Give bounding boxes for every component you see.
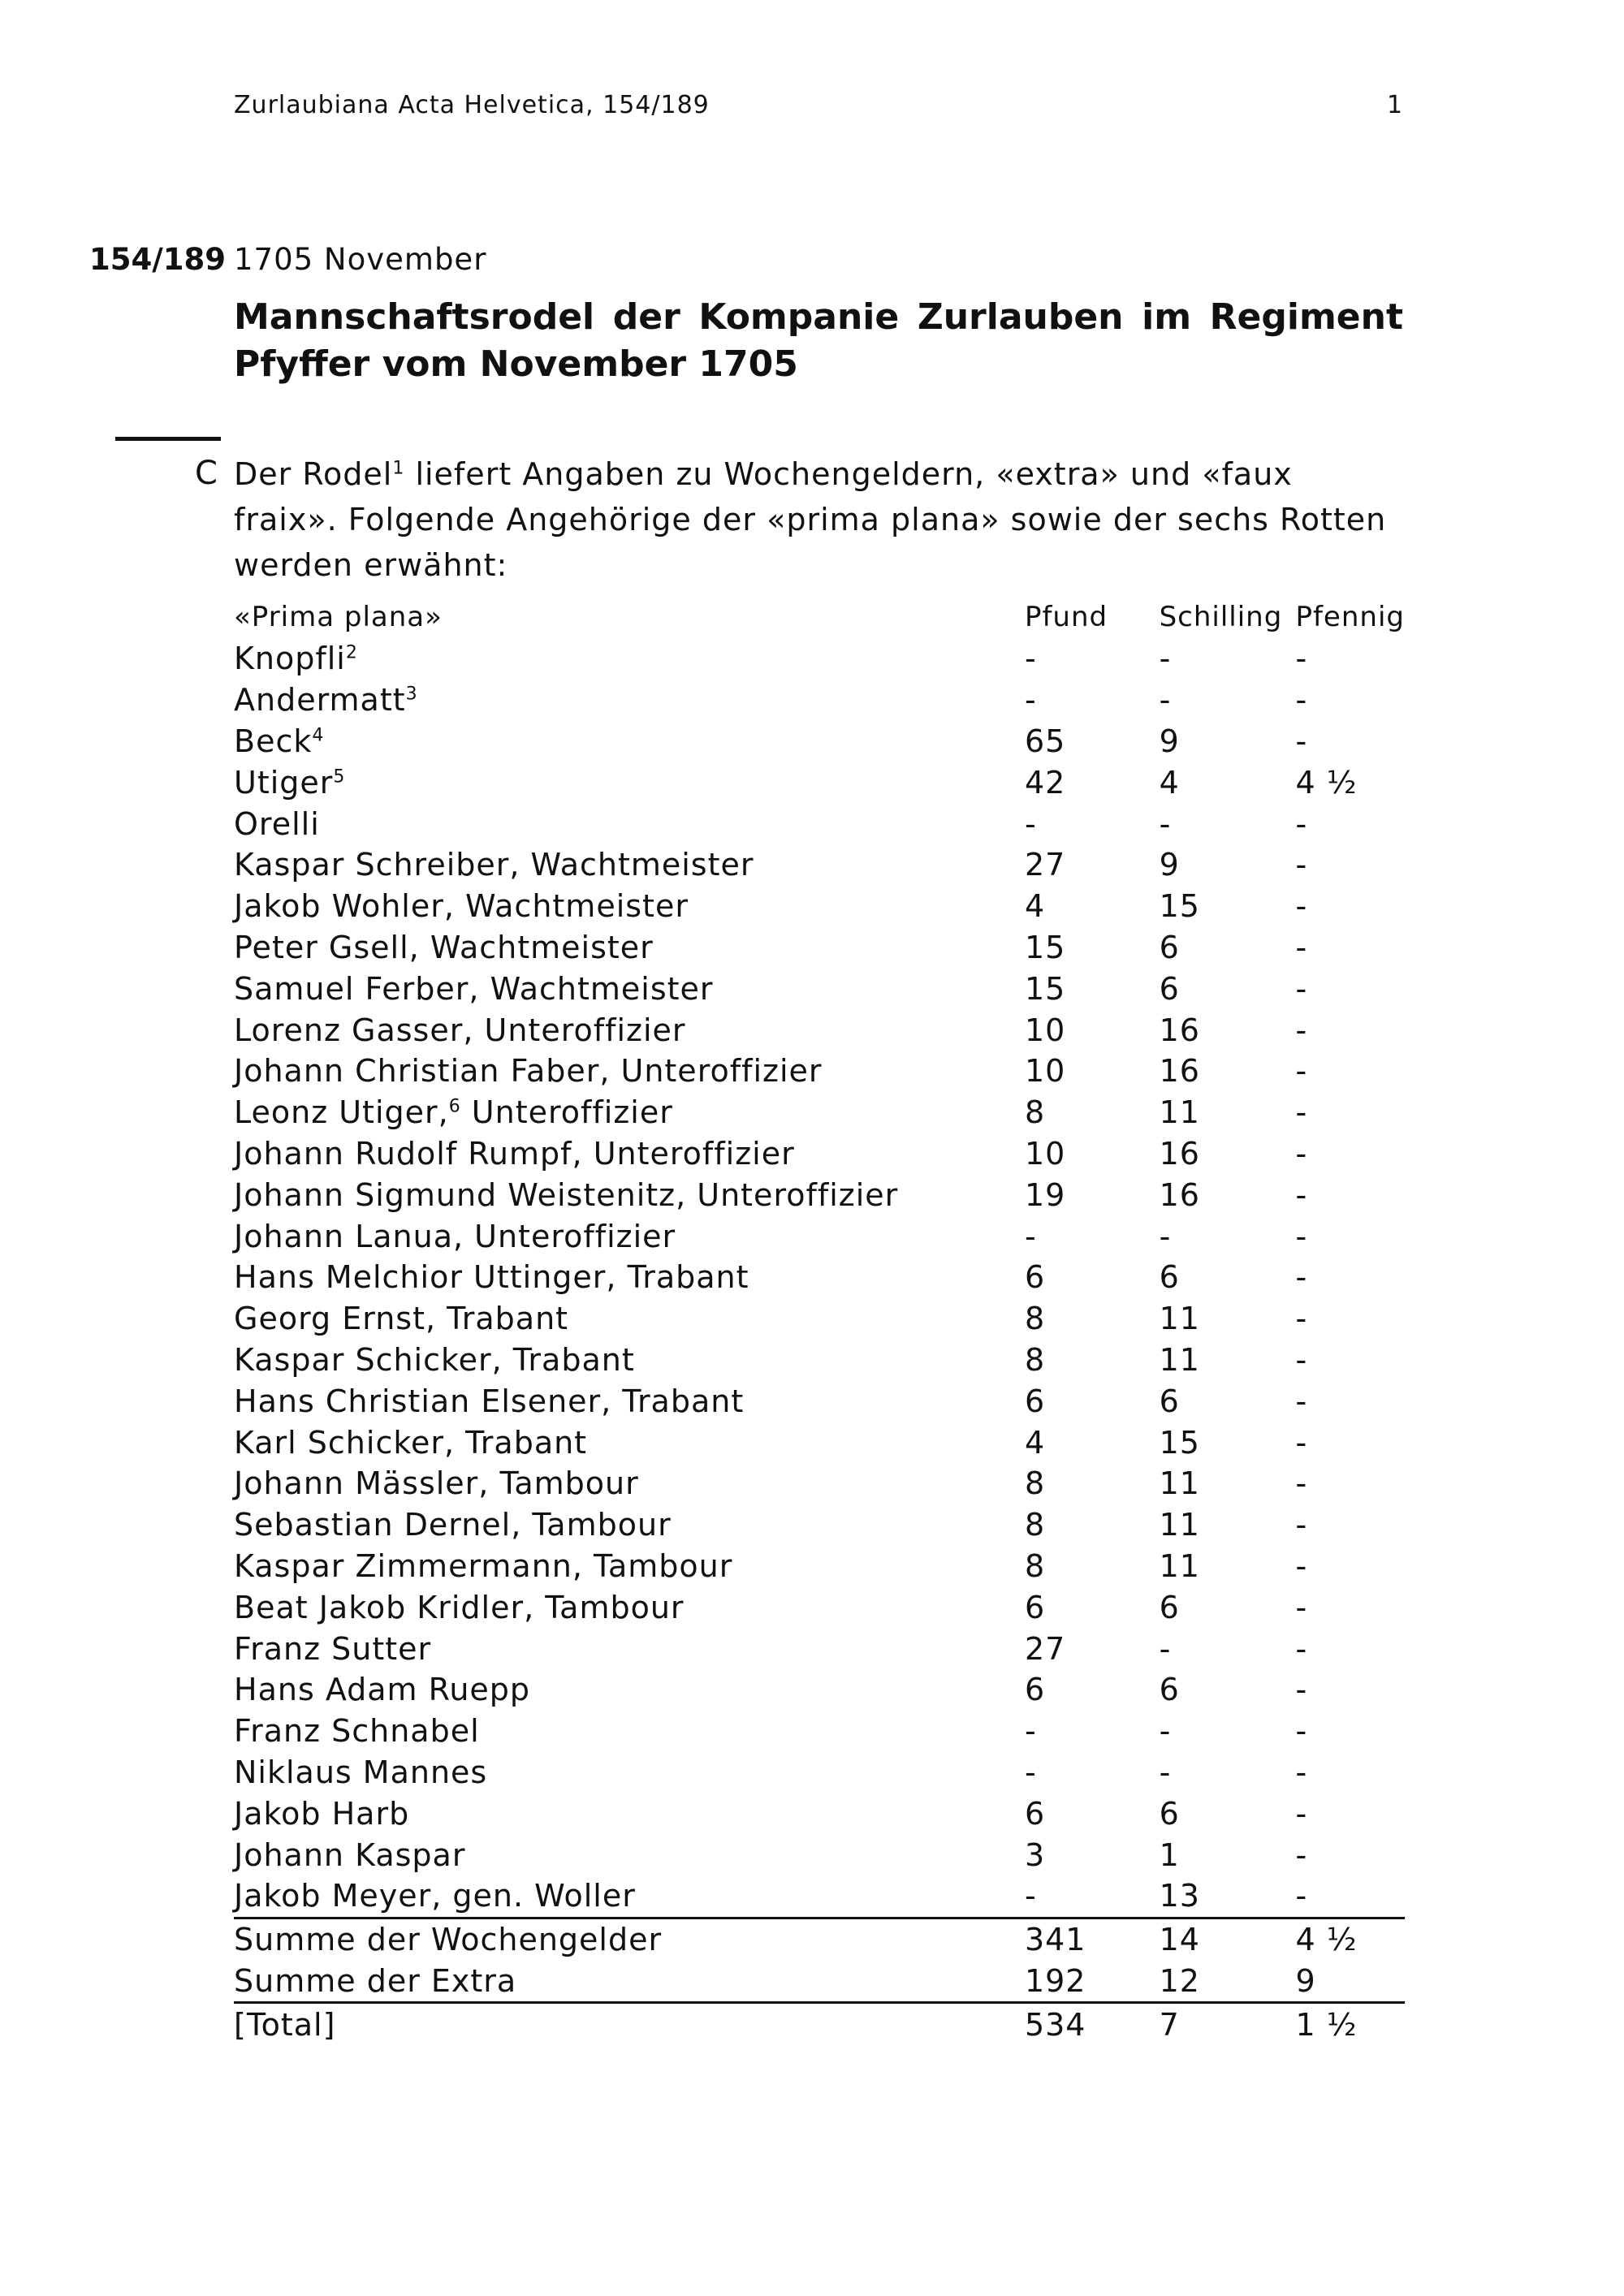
name-cell (234, 680, 1025, 721)
table-row (234, 1298, 1405, 1340)
table-row (234, 762, 1405, 803)
pfund-cell: 341 (1025, 1918, 1160, 1960)
person-name: Summe der Wochengelder (234, 1922, 663, 1958)
pfennig-cell: - (1295, 1754, 1308, 1790)
pfennig-cell: - (1295, 1713, 1308, 1750)
name-cell (234, 1463, 1025, 1504)
person-name: Samuel Ferber, Wachtmeister (234, 970, 714, 1007)
footnote-ref: 2 (345, 642, 358, 663)
sum-row (234, 1961, 1405, 2003)
schilling-cell: 11 (1159, 1465, 1200, 1502)
schilling-cell: 6 (1159, 1672, 1180, 1708)
table-row (234, 1586, 1405, 1628)
pfund-cell: 27 (1024, 847, 1066, 883)
name-cell (234, 1961, 1025, 2003)
name-cell (234, 1711, 1025, 1752)
pfennig-cell: - (1295, 1547, 1308, 1584)
pfund-cell: 3 (1024, 1836, 1046, 1873)
name-cell (234, 1875, 1025, 1918)
table-header-row (234, 596, 1405, 638)
schilling-cell: 13 (1159, 1878, 1200, 1914)
table-row (234, 1215, 1405, 1257)
name-cell (234, 1051, 1025, 1092)
person-name: Kaspar Schicker, Trabant (234, 1341, 635, 1378)
name-cell (234, 1834, 1025, 1875)
table-row (234, 1875, 1405, 1918)
schilling-cell: - (1159, 682, 1172, 719)
pfennig-cell: - (1295, 970, 1308, 1007)
pfennig-cell: - (1295, 1672, 1308, 1708)
schilling-cell: 15 (1159, 888, 1200, 925)
person-name: Johann Christian Faber, Unteroffizier (234, 1053, 823, 1090)
name-cell (234, 803, 1025, 844)
person-name: Georg Ernst, Trabant (234, 1301, 569, 1337)
intro-paragraph (234, 451, 1387, 588)
schilling-cell: 16 (1159, 1012, 1200, 1048)
schilling-cell: - (1159, 1630, 1172, 1667)
pfund-cell: 6 (1024, 1589, 1046, 1625)
pfennig-cell: 4 ½ (1295, 1918, 1405, 1960)
schilling-cell: 9 (1159, 723, 1180, 759)
person-name: Hans Adam Ruepp (234, 1672, 531, 1708)
pfund-cell: - (1024, 1754, 1037, 1790)
pfund-cell: 6 (1024, 1795, 1046, 1832)
name-cell (234, 1298, 1025, 1340)
table-row (234, 886, 1405, 927)
pfennig-cell: - (1295, 1424, 1308, 1461)
table-row (234, 1504, 1405, 1546)
table-row (234, 1793, 1405, 1834)
pfund-cell: 8 (1024, 1507, 1046, 1543)
pfennig-cell: - (1295, 1589, 1308, 1625)
schilling-cell: 16 (1159, 1176, 1200, 1213)
document-title: Mannschaftsrodel der Kompanie Zurlauben im Regiment Pfyffer vom November 1705 (234, 296, 1403, 385)
name-cell (234, 1380, 1025, 1422)
pfennig-cell: - (1295, 1836, 1308, 1873)
pfund-cell: 8 (1024, 1465, 1046, 1502)
footnote-ref: 4 (312, 725, 325, 746)
schilling-cell: 16 (1159, 1053, 1200, 1090)
pfund-cell: 6 (1024, 1383, 1046, 1419)
pfund-cell: 19 (1024, 1176, 1066, 1213)
schilling-cell: 7 (1160, 2003, 1296, 2045)
name-cell (234, 2003, 1025, 2045)
person-name: Johann Rudolf Rumpf, Unteroffizier (234, 1135, 795, 1172)
person-name: Summe der Extra (234, 1962, 517, 1999)
schilling-cell: 16 (1159, 1135, 1200, 1172)
roster-table (234, 596, 1405, 2045)
table-row (234, 1752, 1405, 1793)
person-name: Johann Sigmund Weistenitz, Unteroffizier (234, 1176, 899, 1213)
pfennig-cell: - (1295, 1465, 1308, 1502)
person-name: Utiger (234, 764, 334, 801)
table-row (234, 680, 1405, 721)
person-name: Hans Melchior Uttinger, Trabant (234, 1259, 749, 1296)
pfennig-cell: - (1295, 641, 1308, 677)
person-name: Kaspar Zimmermann, Tambour (234, 1547, 733, 1584)
name-cell (234, 638, 1025, 680)
table-row (234, 1340, 1405, 1381)
person-name: Leonz Utiger, (234, 1094, 449, 1131)
person-name: Beat Jakob Kridler, Tambour (234, 1589, 685, 1625)
schilling-cell: 6 (1159, 1795, 1180, 1832)
pfennig-cell: - (1295, 1218, 1308, 1254)
pfennig-cell: - (1295, 1301, 1308, 1337)
section-rule (115, 437, 221, 441)
schilling-cell: 6 (1159, 1259, 1180, 1296)
table-row (234, 844, 1405, 886)
pfennig-cell: - (1295, 1507, 1308, 1543)
pfennig-cell: - (1295, 1259, 1308, 1296)
sum-row (234, 1918, 1405, 1960)
pfund-cell: 65 (1024, 723, 1066, 759)
table-row (234, 1546, 1405, 1587)
pfennig-cell: 4 ½ (1295, 764, 1358, 801)
schilling-cell: 14 (1160, 1918, 1296, 1960)
pfennig-cell: - (1295, 1135, 1308, 1172)
pfund-cell: 27 (1024, 1630, 1066, 1667)
person-role: Unteroffizier (460, 1094, 673, 1131)
table-row (234, 1174, 1405, 1215)
footnote-ref: 3 (405, 684, 418, 705)
name-cell (234, 1422, 1025, 1463)
pfennig-cell: 9 (1295, 1962, 1316, 1999)
table-row (234, 721, 1405, 762)
name-cell (234, 721, 1025, 762)
person-name: Kaspar Schreiber, Wachtmeister (234, 847, 754, 883)
schilling-cell: 11 (1159, 1301, 1200, 1337)
pfennig-cell: - (1295, 1630, 1308, 1667)
pfennig-cell: - (1295, 929, 1308, 965)
person-name: Beck (234, 723, 313, 759)
pfennig-cell: - (1295, 1176, 1308, 1213)
name-cell (234, 1009, 1025, 1051)
pfennig-cell: - (1295, 723, 1308, 759)
person-name: Johann Mässler, Tambour (234, 1465, 639, 1502)
table-row (234, 638, 1405, 680)
table-row (234, 1092, 1405, 1133)
schilling-cell: 1 (1159, 1836, 1180, 1873)
schilling-cell: 11 (1159, 1547, 1200, 1584)
person-name: Niklaus Mannes (234, 1754, 488, 1790)
pfund-cell: 6 (1024, 1672, 1046, 1708)
name-cell (234, 1546, 1025, 1587)
pfennig-cell: - (1295, 1012, 1308, 1048)
pfennig-cell: - (1295, 1795, 1308, 1832)
pfund-cell: 10 (1024, 1053, 1066, 1090)
pfund-cell: 534 (1025, 2003, 1160, 2045)
section-letter: C (195, 455, 218, 492)
pfund-cell: 10 (1024, 1135, 1066, 1172)
document-date: 1705 November (234, 242, 487, 277)
person-name: Sebastian Dernel, Tambour (234, 1507, 672, 1543)
table-row (234, 1628, 1405, 1669)
name-cell (234, 1918, 1025, 1960)
person-name: Franz Sutter (234, 1630, 432, 1667)
footnote-ref: 1 (392, 458, 405, 479)
pfennig-cell: - (1295, 847, 1308, 883)
name-cell (234, 1215, 1025, 1257)
name-cell (234, 1133, 1025, 1175)
column-header-name: «Prima plana» (234, 601, 443, 633)
name-cell (234, 844, 1025, 886)
name-cell (234, 968, 1025, 1009)
person-name: Hans Christian Elsener, Trabant (234, 1383, 745, 1419)
name-cell (234, 1504, 1025, 1546)
pfennig-cell: - (1295, 682, 1308, 719)
person-name: Lorenz Gasser, Unteroffizier (234, 1012, 686, 1048)
document-id: 154/189 (89, 242, 226, 277)
person-name: Johann Lanua, Unteroffizier (234, 1218, 676, 1254)
name-cell (234, 762, 1025, 803)
pfund-cell: - (1024, 1218, 1037, 1254)
intro-text-start: Der Rodel (234, 456, 393, 492)
table-row (234, 1257, 1405, 1298)
table-row (234, 1834, 1405, 1875)
table-row (234, 1463, 1405, 1504)
intro-text-end: liefert Angaben zu Wochengeldern, «extra» und «faux fraix». Folgende Angehörige der «prima plana» sowie der sechs Rotten werden erwähnt: (234, 456, 1387, 583)
name-cell (234, 1092, 1025, 1133)
name-cell (234, 927, 1025, 969)
schilling-cell: 6 (1159, 1383, 1180, 1419)
pfund-cell: 15 (1024, 970, 1066, 1007)
name-cell (234, 1669, 1025, 1711)
person-name: Peter Gsell, Wachtmeister (234, 929, 654, 965)
schilling-cell: - (1159, 641, 1172, 677)
pfund-cell: - (1024, 641, 1037, 677)
schilling-cell: 12 (1159, 1962, 1200, 1999)
pfund-cell: - (1024, 1713, 1037, 1750)
pfund-cell: 10 (1024, 1012, 1066, 1048)
schilling-cell: 11 (1159, 1507, 1200, 1543)
table-row (234, 927, 1405, 969)
pfund-cell: 192 (1024, 1962, 1086, 1999)
schilling-cell: - (1159, 1713, 1172, 1750)
person-name: Jakob Wohler, Wachtmeister (234, 888, 689, 925)
pfennig-cell: - (1295, 1341, 1308, 1378)
table-row (234, 1669, 1405, 1711)
pfund-cell: 4 (1024, 1424, 1046, 1461)
person-name: Karl Schicker, Trabant (234, 1424, 588, 1461)
person-name: [Total] (234, 2006, 336, 2043)
table-row (234, 1422, 1405, 1463)
person-name: Orelli (234, 805, 320, 842)
pfennig-cell: 1 ½ (1295, 2003, 1405, 2045)
pfennig-cell: - (1295, 1053, 1308, 1090)
pfennig-cell: - (1295, 1878, 1308, 1914)
schilling-cell: 11 (1159, 1094, 1200, 1131)
person-name: Andermatt (234, 682, 406, 719)
person-name: Franz Schnabel (234, 1713, 480, 1750)
pfennig-cell: - (1295, 805, 1308, 842)
schilling-cell: 11 (1159, 1341, 1200, 1378)
name-cell (234, 1752, 1025, 1793)
pfennig-cell: - (1295, 1383, 1308, 1419)
pfund-cell: - (1024, 682, 1037, 719)
pfund-cell: 4 (1024, 888, 1046, 925)
name-cell (234, 886, 1025, 927)
person-name: Knopfli (234, 641, 346, 677)
pfund-cell: 8 (1024, 1301, 1046, 1337)
pfennig-cell: - (1295, 1094, 1308, 1131)
footnote-ref: 5 (333, 766, 346, 788)
total-row (234, 2003, 1405, 2045)
schilling-cell: 4 (1159, 764, 1180, 801)
schilling-cell: 6 (1159, 929, 1180, 965)
name-cell (234, 1257, 1025, 1298)
pfund-cell: 15 (1024, 929, 1066, 965)
person-name: Jakob Meyer, gen. Woller (234, 1878, 636, 1914)
table-row (234, 1009, 1405, 1051)
pfund-cell: 6 (1024, 1259, 1046, 1296)
running-head: Zurlaubiana Acta Helvetica, 154/189 (234, 91, 710, 119)
pfund-cell: 8 (1024, 1547, 1046, 1584)
schilling-cell: 6 (1159, 970, 1180, 1007)
name-cell (234, 1174, 1025, 1215)
name-cell (234, 1628, 1025, 1669)
pfennig-cell: - (1295, 888, 1308, 925)
schilling-cell: - (1159, 805, 1172, 842)
column-header-schilling: Schilling (1159, 601, 1283, 633)
table-row (234, 1051, 1405, 1092)
person-name: Jakob Harb (234, 1795, 410, 1832)
schilling-cell: - (1159, 1218, 1172, 1254)
column-header-pfennig: Pfennig (1295, 601, 1405, 633)
table-row (234, 1380, 1405, 1422)
footnote-ref: 6 (448, 1096, 461, 1117)
name-cell (234, 1586, 1025, 1628)
page-number: 1 (1387, 91, 1403, 119)
table-row (234, 1133, 1405, 1175)
table-row (234, 803, 1405, 844)
pfund-cell: 8 (1024, 1341, 1046, 1378)
roster-body (234, 638, 1405, 2045)
name-cell (234, 1340, 1025, 1381)
column-header-pfund: Pfund (1024, 601, 1108, 633)
pfund-cell: - (1024, 805, 1037, 842)
pfund-cell: 8 (1024, 1094, 1046, 1131)
pfund-cell: - (1024, 1878, 1037, 1914)
schilling-cell: - (1159, 1754, 1172, 1790)
schilling-cell: 6 (1159, 1589, 1180, 1625)
schilling-cell: 15 (1159, 1424, 1200, 1461)
table-row (234, 1711, 1405, 1752)
person-name: Johann Kaspar (234, 1836, 466, 1873)
name-cell (234, 1793, 1025, 1834)
pfund-cell: 42 (1024, 764, 1066, 801)
table-row (234, 968, 1405, 1009)
schilling-cell: 9 (1159, 847, 1180, 883)
